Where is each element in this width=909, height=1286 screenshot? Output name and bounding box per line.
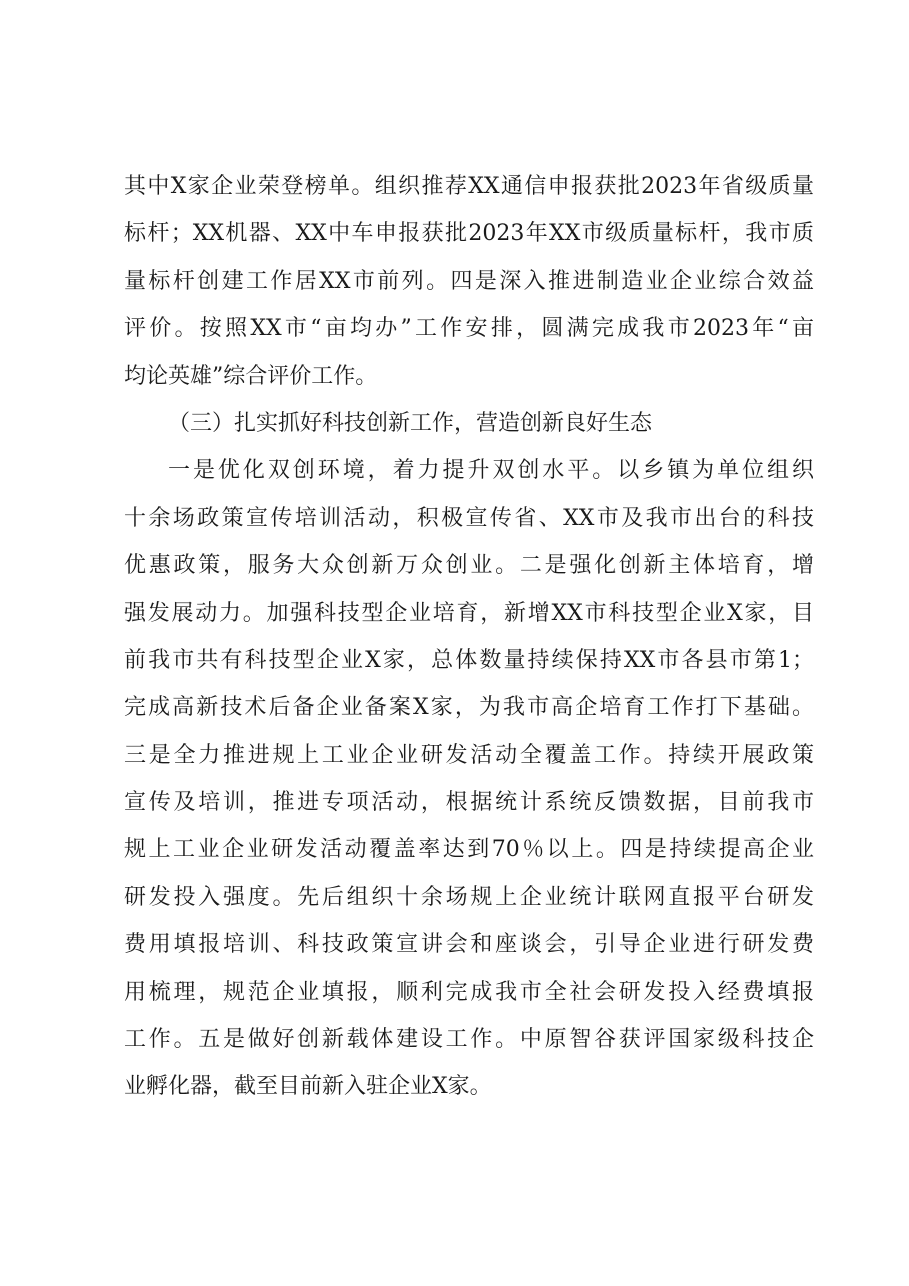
text-line: 标杆；XX机器、XX中车申报获批2023年XX市级质量标杆，我市质 bbox=[124, 221, 814, 247]
text-line: 量标杆创建工作居XX市前列。四是深入推进制造业企业综合效益 bbox=[124, 268, 814, 294]
text-line: 研发投入强度。先后组织十余场规上企业统计联网直报平台研发 bbox=[124, 884, 814, 910]
text-line: 其中X家企业荣登榜单。组织推荐XX通信申报获批2023年省级质量 bbox=[124, 174, 814, 199]
text-line: 评价。按照XX市“亩均办”工作安排，圆满完成我市2023年“亩 bbox=[124, 316, 814, 342]
text-line: 前我市共有科技型企业X家，总体数量持续保持XX市各县市第1； bbox=[124, 647, 814, 673]
text-line: 十余场政策宣传培训活动，积极宣传省、XX市及我市出台的科技 bbox=[124, 505, 814, 531]
text-line: 规上工业企业研发活动覆盖率达到70％以上。四是持续提高企业 bbox=[124, 837, 814, 863]
text-line: 优惠政策，服务大众创新万众创业。二是强化创新主体培育，增 bbox=[124, 553, 814, 579]
section-heading: （三）扎实抓好科技创新工作，营造创新良好生态 bbox=[168, 410, 653, 436]
text-line: 工作。五是做好创新载体建设工作。中原智谷获评国家级科技企 bbox=[124, 1027, 814, 1053]
text-line: 业孵化器，截至目前新入驻企业X家。 bbox=[124, 1074, 492, 1100]
text-line: 强发展动力。加强科技型企业培育，新增XX市科技型企业X家，目 bbox=[124, 600, 814, 626]
text-line: 三是全力推进规上工业企业研发活动全覆盖工作。持续开展政策 bbox=[124, 742, 814, 768]
text-line: 一是优化双创环境，着力提升双创水平。以乡镇为单位组织 bbox=[168, 458, 814, 484]
text-line: 均论英雄”综合评价工作。 bbox=[124, 363, 378, 389]
text-line: 用梳理，规范企业填报，顺利完成我市全社会研发投入经费填报 bbox=[124, 979, 814, 1005]
text-line: 费用填报培训、科技政策宣讲会和座谈会，引导企业进行研发费 bbox=[124, 932, 814, 958]
text-line: 宣传及培训，推进专项活动，根据统计系统反馈数据，目前我市 bbox=[124, 790, 814, 816]
document-body bbox=[124, 163, 814, 1111]
text-line: 完成高新技术后备企业备案X家，为我市高企培育工作打下基础。 bbox=[124, 695, 814, 721]
